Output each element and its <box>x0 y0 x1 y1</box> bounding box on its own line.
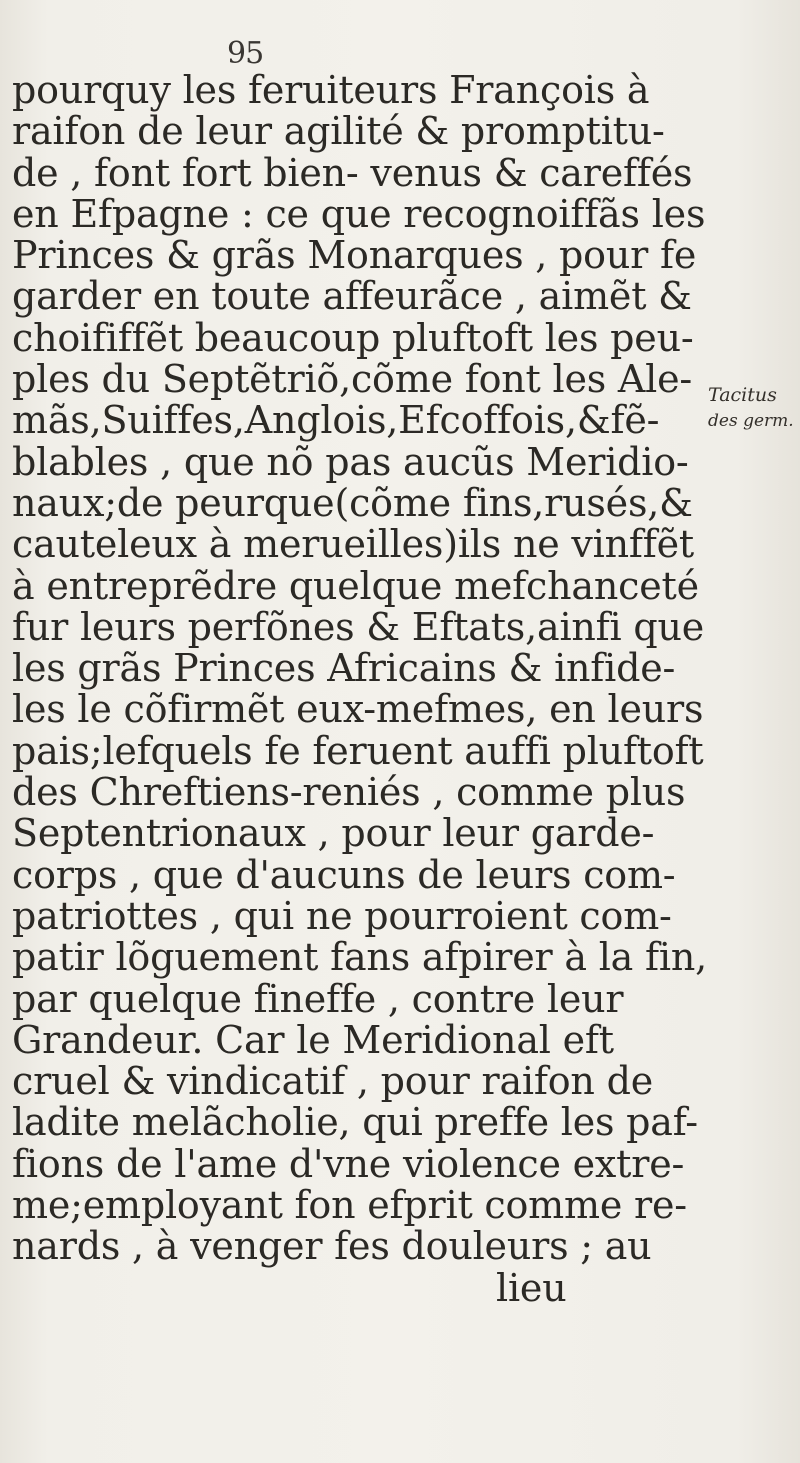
text-line: cruel & vindicatif , pour raifon de <box>12 1059 653 1104</box>
text-line: ples du Septẽtriõ,cõme font les Ale- <box>12 357 693 402</box>
marginal-note-line: des germ. <box>708 411 794 431</box>
text-line: me;employant fon efprit comme re- <box>12 1183 687 1228</box>
text-line: Princes & grãs Monarques , pour fe <box>12 233 697 278</box>
text-line: les le cõfirmẽt eux-mefmes, en leurs <box>12 687 704 732</box>
text-line: par quelque fineffe , contre leur <box>12 976 624 1021</box>
text-line: fions de l'ame d'vne violence extre- <box>12 1141 685 1186</box>
text-line: Septentrionaux , pour leur garde- <box>12 811 655 856</box>
text-line: des Chreftiens-reniés , comme plus <box>12 770 686 815</box>
text-line: fur leurs perfõnes & Eftats,ainfi que <box>12 604 705 649</box>
text-line: mãs,Suiffes,Anglois,Efcoffois,&fẽ- <box>12 398 660 443</box>
text-line: en Efpagne : ce que recognoiffãs les <box>12 191 706 236</box>
text-line: blables , que nõ pas aucũs Meridio- <box>12 439 689 484</box>
text-line: les grãs Princes Africains & infide- <box>12 646 676 691</box>
text-line: choififfẽt beaucoup pluftoft les peu- <box>12 315 694 360</box>
text-line: cauteleux à merueilles)ils ne vinffẽt <box>12 522 694 567</box>
text-line: ladite melãcholie, qui preffe les paf- <box>12 1100 698 1145</box>
marginal-note <box>708 382 800 434</box>
text-line: pourquy les feruiteurs François à <box>12 68 650 112</box>
text-line: pais;lefquels fe feruent auffi pluftoft <box>12 728 704 773</box>
text-line: à entreprẽdre quelque mefchanceté <box>12 563 699 608</box>
text-line: nards , à venger fes douleurs ; au <box>12 1224 652 1269</box>
body-text <box>12 70 712 1309</box>
text-line: raifon de leur agilité & promptitu- <box>12 109 665 154</box>
text-line: corps , que d'aucuns de leurs com- <box>12 852 676 897</box>
text-line: patir lõguement fans afpirer à la fin, <box>12 935 707 980</box>
catchword: lieu <box>496 1265 567 1310</box>
text-line: Grandeur. Car le Meridional eft <box>12 1017 614 1062</box>
page-number: 95 <box>227 36 264 71</box>
marginal-note-line: Tacitus <box>708 384 777 406</box>
text-line: patriottes , qui ne pourroient com- <box>12 893 672 938</box>
text-line: de , font fort bien- venus & careffés <box>12 150 693 195</box>
text-line: garder en toute affeurãce , aimẽt & <box>12 274 692 319</box>
text-line: naux;de peurque(cõme fins,rusés,& <box>12 480 693 525</box>
